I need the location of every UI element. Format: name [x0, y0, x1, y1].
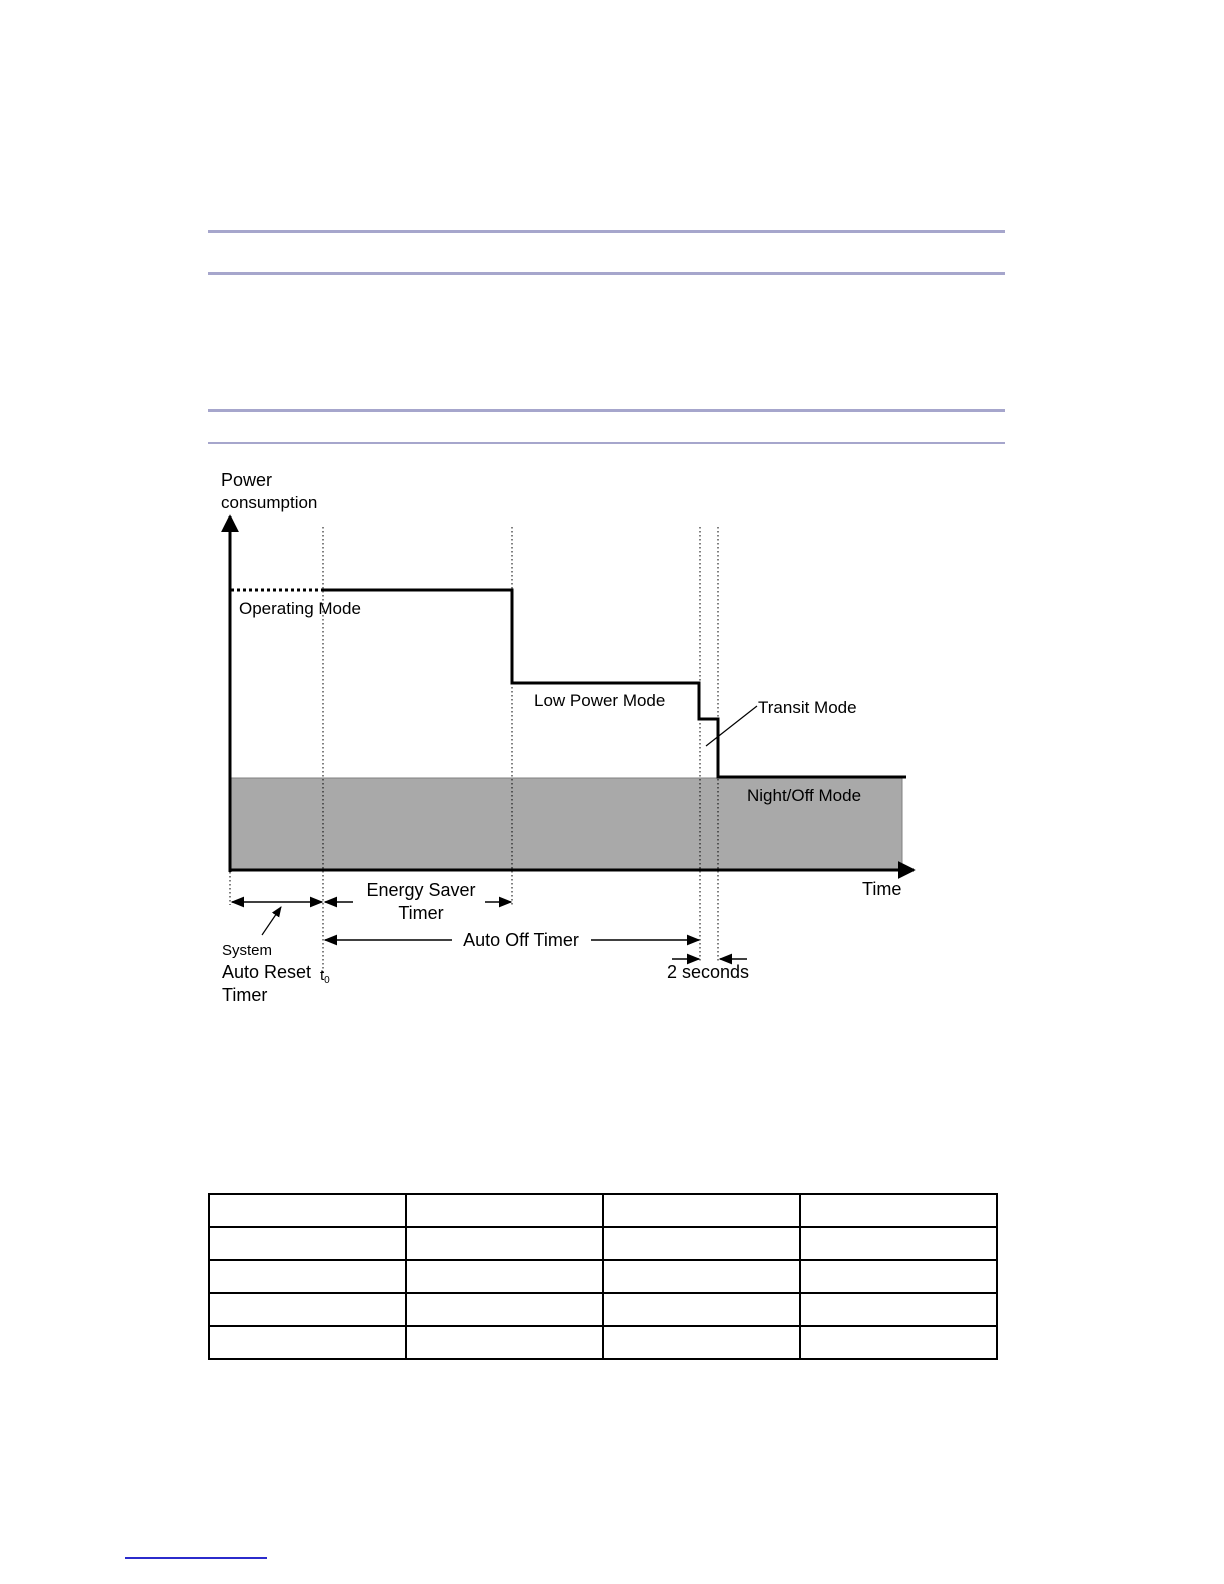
table-cell: [603, 1194, 800, 1227]
power-curve: [323, 590, 906, 777]
table-cell: [800, 1260, 997, 1293]
footer-link-underline[interactable]: [125, 1557, 267, 1559]
table-cell: [800, 1326, 997, 1359]
table-cell: [209, 1260, 406, 1293]
auto-off-timer-label: Auto Off Timer: [463, 930, 579, 950]
two-seconds-label: 2 seconds: [666, 962, 750, 982]
x-axis-label: Time: [862, 879, 902, 899]
table-cell: [209, 1293, 406, 1326]
system-label: System: [222, 942, 273, 959]
t0-label: $t_0$: [320, 967, 330, 986]
low-power-mode-label: Low Power Mode: [534, 691, 666, 710]
table-cell: [406, 1194, 603, 1227]
auto-reset-timer-label: Timer: [222, 985, 268, 1005]
y-axis-label-line2: consumption: [221, 493, 318, 512]
table-cell: [406, 1260, 603, 1293]
night-off-mode-label: Night/Off Mode: [747, 786, 862, 805]
table-cell: [209, 1194, 406, 1227]
table-cell: [800, 1194, 997, 1227]
table-row: [209, 1326, 997, 1359]
operating-mode-label: Operating Mode: [239, 599, 361, 618]
auto-reset-label: Auto Reset: [222, 962, 312, 982]
table-cell: [603, 1260, 800, 1293]
energy-saver-label-line1: Energy Saver: [366, 880, 476, 900]
table-row: [209, 1227, 997, 1260]
transit-pointer: [706, 706, 757, 746]
table-row: [209, 1194, 997, 1227]
table-cell: [406, 1326, 603, 1359]
energy-saver-label-line2: Timer: [398, 903, 444, 923]
table-cell: [603, 1293, 800, 1326]
table-cell: [209, 1227, 406, 1260]
table-cell: [603, 1326, 800, 1359]
table-cell: [209, 1326, 406, 1359]
auto-reset-pointer: [262, 907, 281, 935]
table-cell: [800, 1293, 997, 1326]
table-cell: [406, 1293, 603, 1326]
y-axis-label-line1: Power: [221, 470, 273, 490]
transit-mode-label: Transit Mode: [758, 698, 857, 717]
table-cell: [603, 1227, 800, 1260]
table-row: [209, 1293, 997, 1326]
table-row: [209, 1260, 997, 1293]
mode-table: [208, 1193, 998, 1360]
table-cell: [800, 1227, 997, 1260]
table-cell: [406, 1227, 603, 1260]
